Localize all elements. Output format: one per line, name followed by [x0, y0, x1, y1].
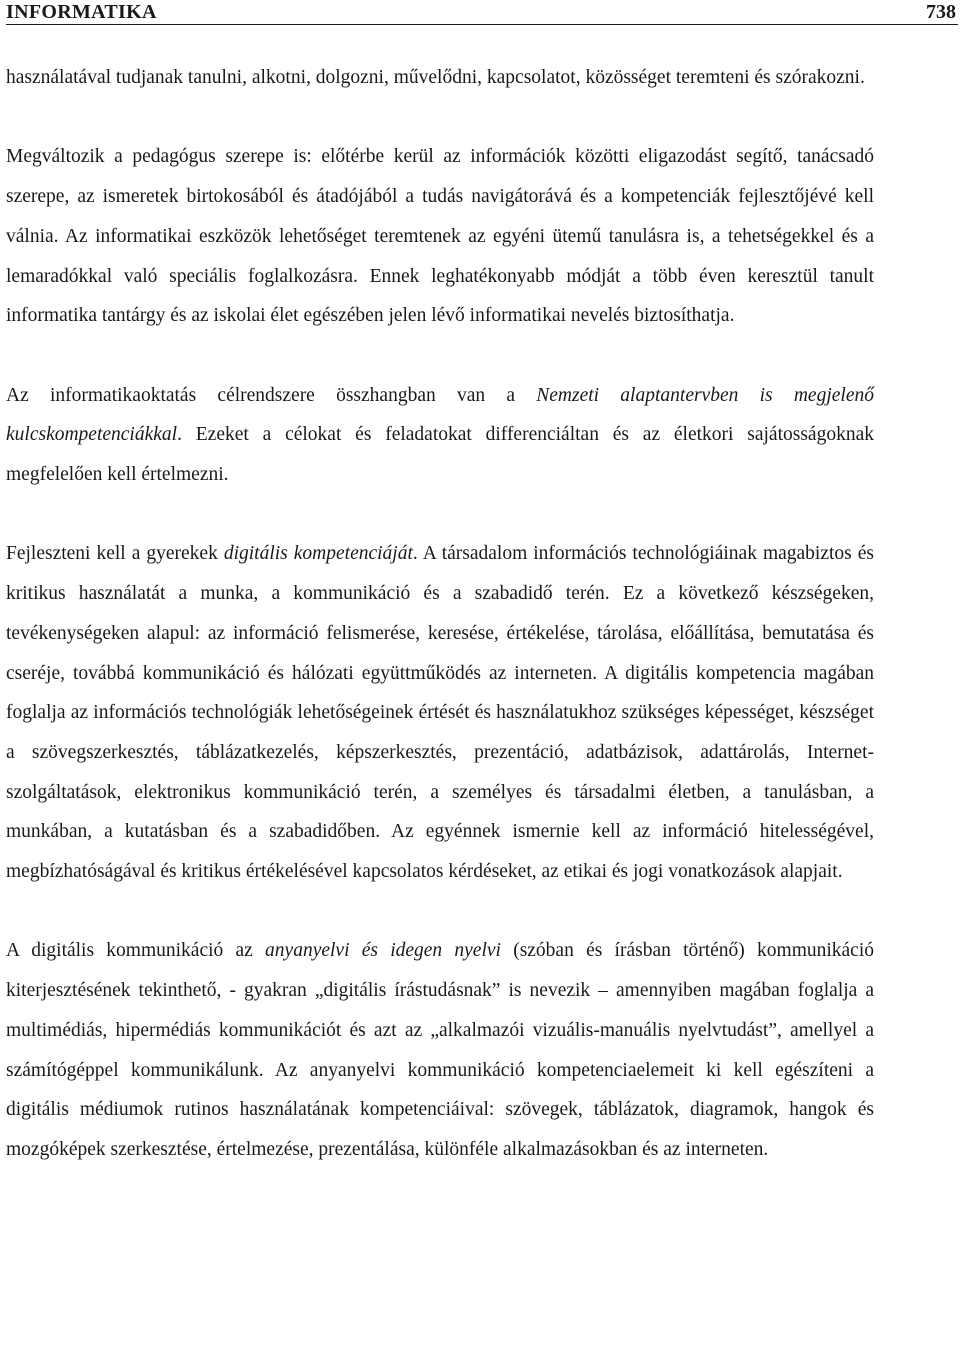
text-run: (szóban és írásban történő) kommunikáció kiterjesztésének tekinthető, - gyakran „digitális írástudásnak” is nevezik – amennyiben magában foglalja a multimédiás, hipermédiás kommunikációt és azt az „alkalmazói vizuális-manuális nyelvtudást”, amellyel a számítógéppel kommunikálunk. Az anyanyelvi kommunikáció kompetenciaelemeit ki kell egészíteni a digitális médiumok rutinos használatának kompetenciáival: szövegek, táblázatok, diagramok, hangok és mozgóképek szerkesztése, értelmezése, prezentálása, különféle alkalmazásokban és az interneten.	[6, 940, 875, 1160]
text-run: A digitális kommunikáció az	[6, 940, 266, 962]
paragraph	[6, 534, 874, 891]
document-body	[6, 58, 874, 1170]
italic-text-run: anyanyelvi és idegen nyelvi	[265, 940, 501, 962]
text-run: Megváltozik a pedagógus szerepe is: előtérbe kerül az információk közötti eligazodást segítő, tanácsadó szerepe, az ismeretek birtokosából és átadójából a tudás navigátorává és a kompetenciák fejlesztőjévé kell válnia. Az informatikai eszközök lehetőséget teremtenek az egyéni ütemű tanulásra is, a tehetségekkel és a lemaradókkal való speciális foglalkozásra. Ennek leghatékonyabb módját a több éven keresztül tanult informatika tantárgy és az iskolai élet egészében jelen lévő informatikai nevelés biztosíthatja.	[6, 146, 874, 327]
text-run: . Ezeket a célokat és feladatokat differenciáltan és az életkori sajátosságoknak megfelelően kell értelmezni.	[6, 424, 874, 485]
text-run: használatával tudjanak tanulni, alkotni, dolgozni, művelődni, kapcsolatot, közösséget teremteni és szórakozni.	[6, 67, 865, 88]
page-number: 738	[926, 1, 956, 23]
paragraph	[6, 376, 874, 495]
text-run: . A társadalom információs technológiáinak magabiztos és kritikus használatát a munka, a kommunikáció és a szabadidő terén. Ez a következő készségeken, tevékenységeken alapul: az információ felismerése, keresése, értékelése, tárolása, előállítása, bemutatása és cseréje, továbbá kommunikáció és hálózati együttműködés az interneten. A digitális kompetencia magában foglalja az információs technológiák lehetőségeinek értését és használatukhoz szükséges képességet, készséget a szövegszerkesztés, táblázatkezelés, képszerkesztés, prezentáció, adatbázisok, adattárolás, Internet-szolgáltatások, elektronikus kommunikáció terén, a személyes és társadalmi életben, a tanulásban, a munkában, a kutatásban és a szabadidőben. Az egyénnek ismernie kell az információ hitelességével, megbízhatóságával és kritikus értékelésével kapcsolatos kérdéseket, az etikai és jogi vonatkozások alapjait.	[6, 543, 874, 883]
italic-text-run: Nemzeti alaptantervben is megjelenő kulcskompetenciákkal	[6, 384, 874, 446]
text-run: Az informatikaoktatás célrendszere összhangban van a	[6, 384, 537, 406]
italic-text-run: digitális kompetenciáját	[223, 543, 413, 565]
running-title: INFORMATIKA	[6, 1, 157, 23]
paragraph	[6, 931, 874, 1169]
text-run: Fejleszteni kell a gyerekek	[6, 543, 224, 565]
paragraph	[6, 58, 874, 98]
page-header	[6, 0, 958, 25]
paragraph	[6, 137, 874, 336]
